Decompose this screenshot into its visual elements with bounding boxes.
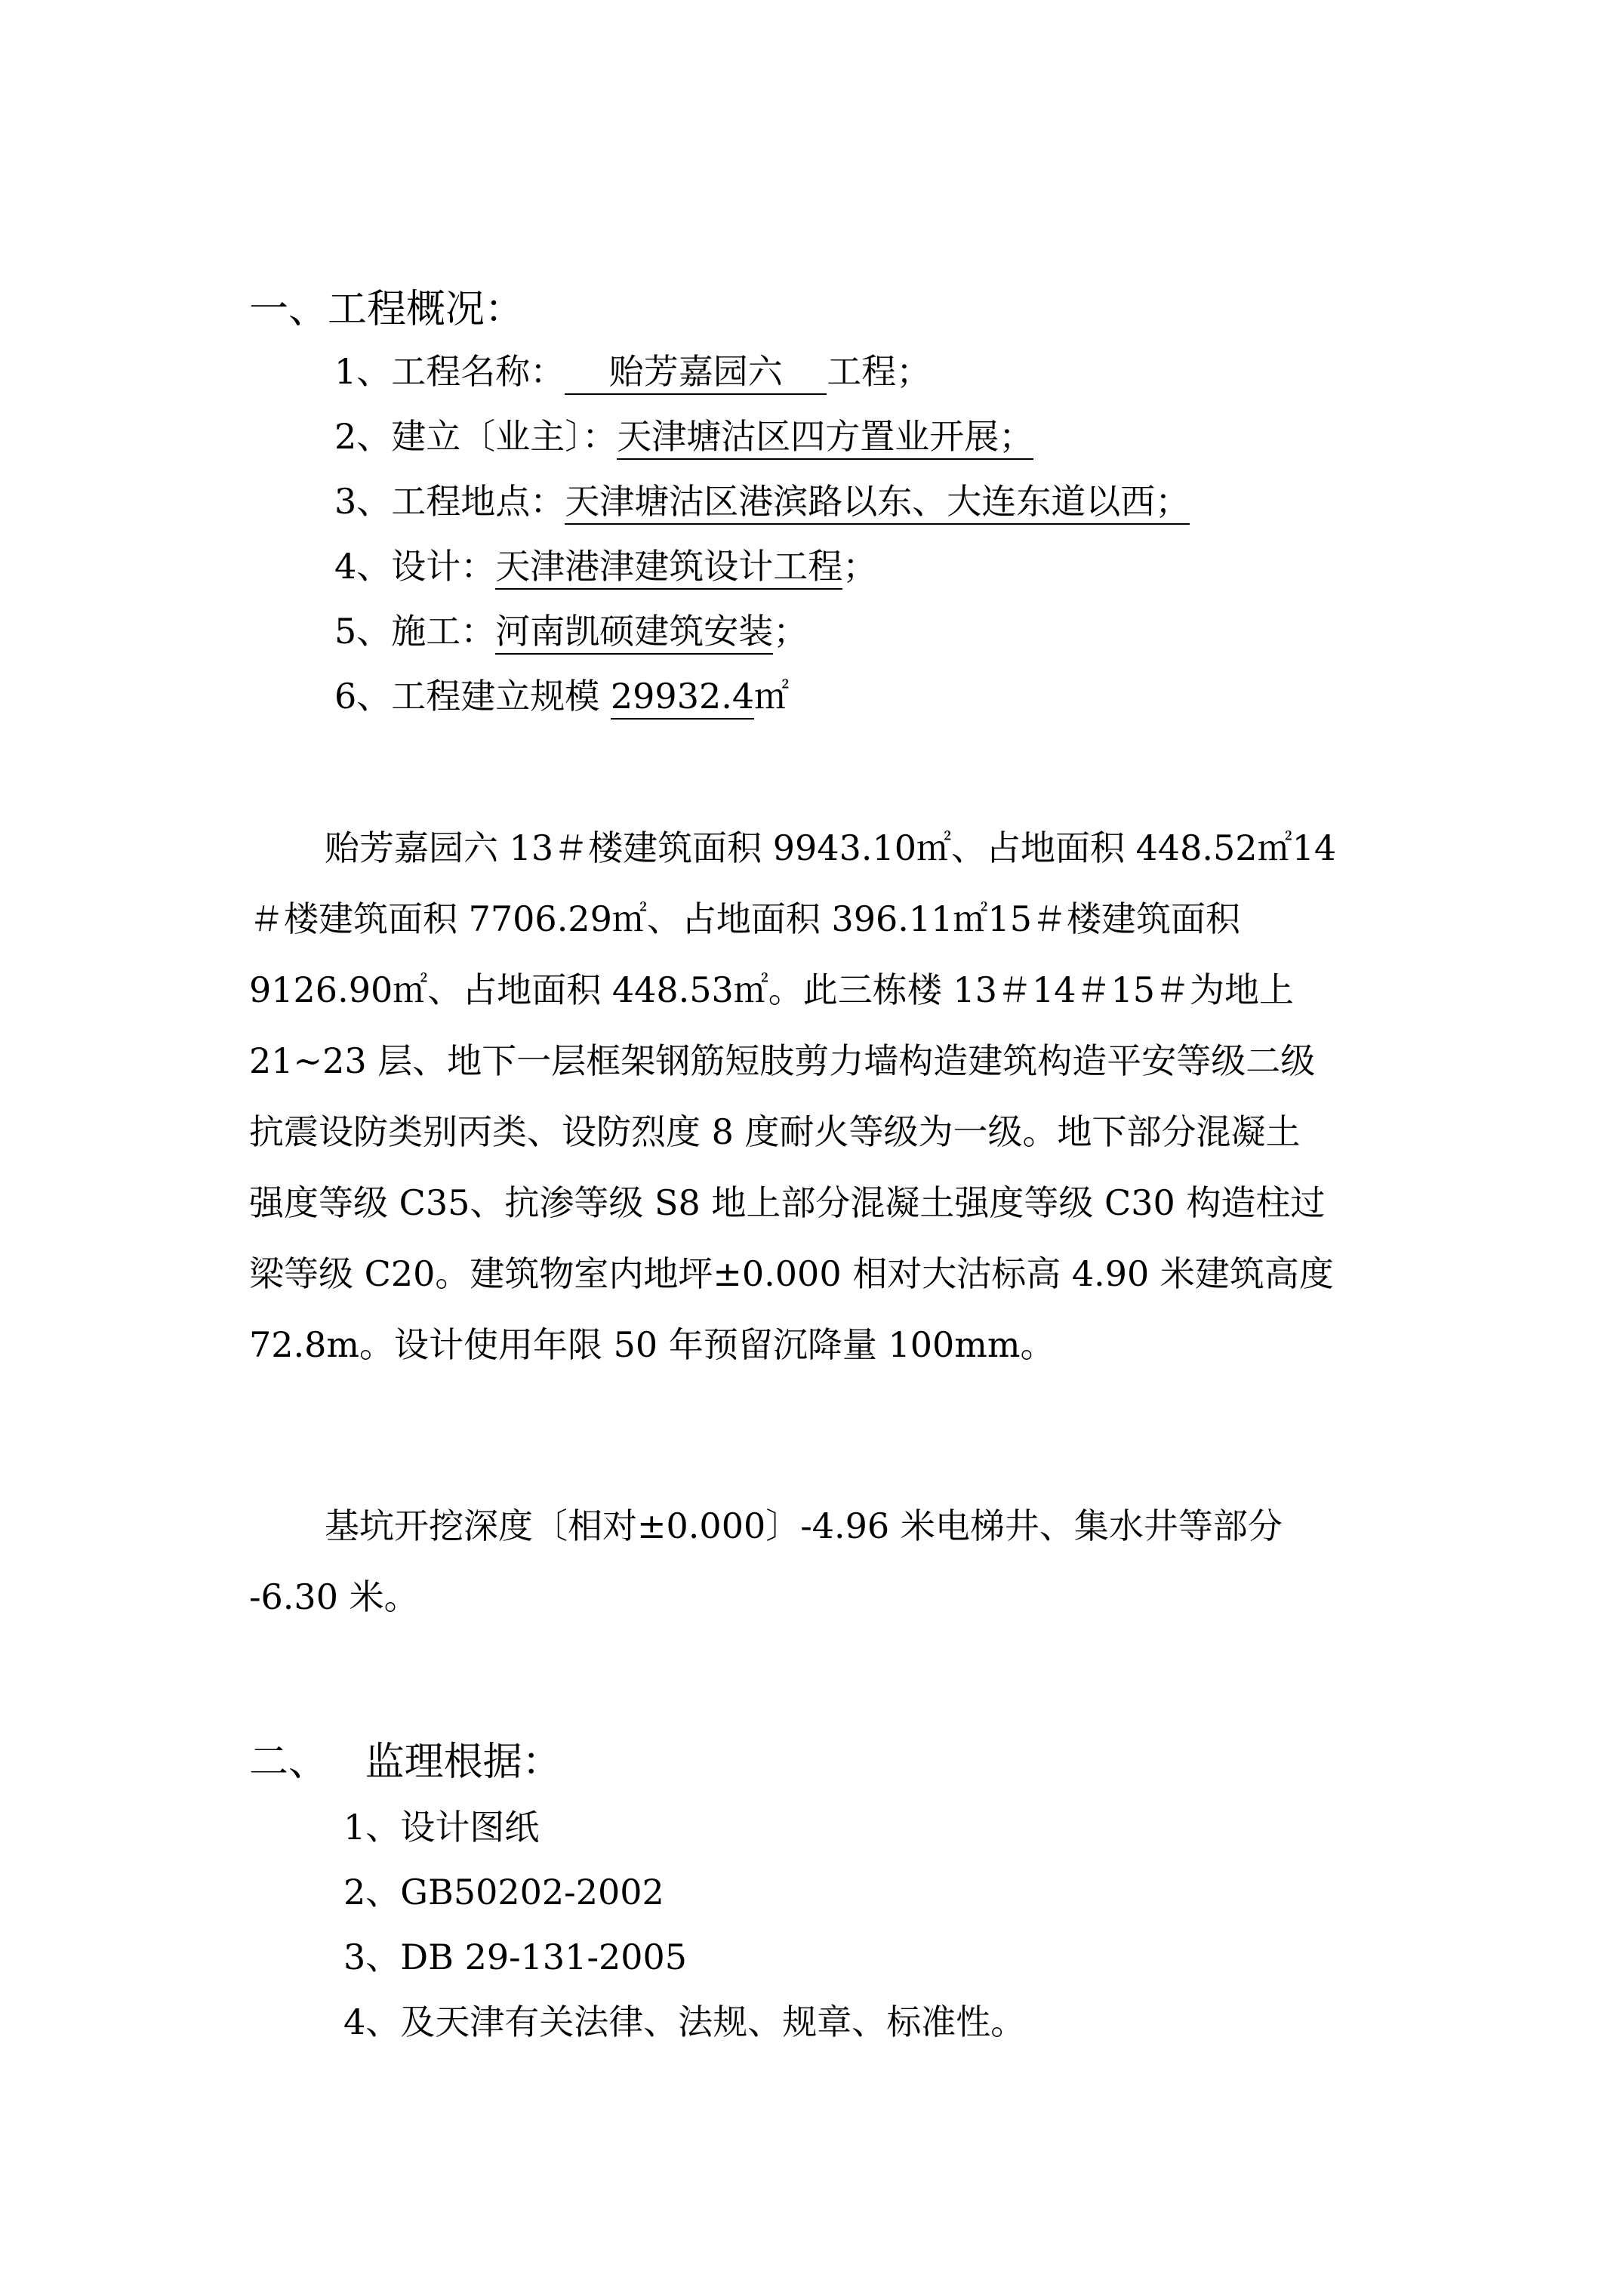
- owner-line: [334, 414, 1033, 459]
- design-line: [334, 544, 877, 589]
- paragraph-line: 基坑开挖深度〔相对±0.000〕-4.96 米电梯井、集水井等部分: [325, 1505, 1283, 1546]
- construction-suffix: ；: [773, 611, 808, 652]
- section-2-heading: 二、 监理根据：: [249, 1740, 562, 1785]
- design-suffix: ；: [842, 546, 878, 587]
- paragraph-line: 72.8m。设计使用年限 50 年预留沉降量 100mm。: [249, 1324, 1055, 1365]
- paragraph-line: 抗震设防类别丙类、设防烈度 8 度耐火等级为一级。地下部分混凝土: [249, 1111, 1301, 1152]
- scale-line: [334, 673, 789, 719]
- location-value: 天津塘沽区港滨路以东、大连东道以西；: [565, 481, 1190, 525]
- location-label: 3、工程地点：: [334, 481, 565, 522]
- scale-unit: ㎡: [754, 676, 790, 717]
- basis-item: 3、DB 29-131-2005: [343, 1937, 688, 1977]
- paragraph-line: 21~23 层、地下一层框架钢筋短肢剪力墙构造建筑构造平安等级二级: [249, 1040, 1316, 1081]
- construction-label: 5、施工：: [334, 611, 496, 652]
- basis-item: 4、及天津有关法律、法规、规章、标准性。: [343, 2002, 1026, 2042]
- building-description-paragraph: [249, 812, 1381, 1380]
- design-label: 4、设计：: [334, 546, 496, 587]
- paragraph-line: ＃楼建筑面积 7706.29㎡、占地面积 396.11㎡15＃楼建筑面积: [249, 898, 1240, 939]
- construction-line: [334, 609, 808, 654]
- scale-label: 6、工程建立规模: [334, 676, 611, 717]
- project-name-suffix: 工程；: [827, 351, 932, 392]
- location-line: [334, 479, 1190, 524]
- project-name-label: 1、工程名称：: [334, 351, 565, 392]
- paragraph-line: 强度等级 C35、抗渗等级 S8 地上部分混凝土强度等级 C30 构造柱过: [249, 1182, 1326, 1223]
- basis-item: 1、设计图纸: [343, 1807, 540, 1848]
- design-value: 天津港津建筑设计工程: [495, 546, 842, 590]
- excavation-paragraph: [249, 1490, 1381, 1632]
- paragraph-line: 9126.90㎡、占地面积 448.53㎡。此三栋楼 13＃14＃15＃为地上: [249, 969, 1295, 1010]
- section-1-heading: 一、工程概况：: [249, 287, 525, 332]
- owner-value: 天津塘沽区四方置业开展；: [617, 416, 1033, 460]
- project-name-line: [334, 349, 931, 394]
- paragraph-line: 贻芳嘉园六 13＃楼建筑面积 9943.10㎡、占地面积 448.52㎡14: [325, 827, 1337, 868]
- owner-label: 2、建立〔业主〕：: [334, 416, 617, 457]
- paragraph-line: 梁等级 C20。建筑物室内地坪±0.000 相对大沽标高 4.90 米建筑高度: [249, 1253, 1334, 1294]
- paragraph-line: -6.30 米。: [249, 1576, 419, 1617]
- construction-value: 河南凯硕建筑安装: [495, 611, 773, 655]
- project-name-value: 贻芳嘉园六: [565, 351, 827, 395]
- basis-item: 2、GB50202-2002: [343, 1872, 664, 1912]
- scale-value: 29932.4: [611, 676, 754, 720]
